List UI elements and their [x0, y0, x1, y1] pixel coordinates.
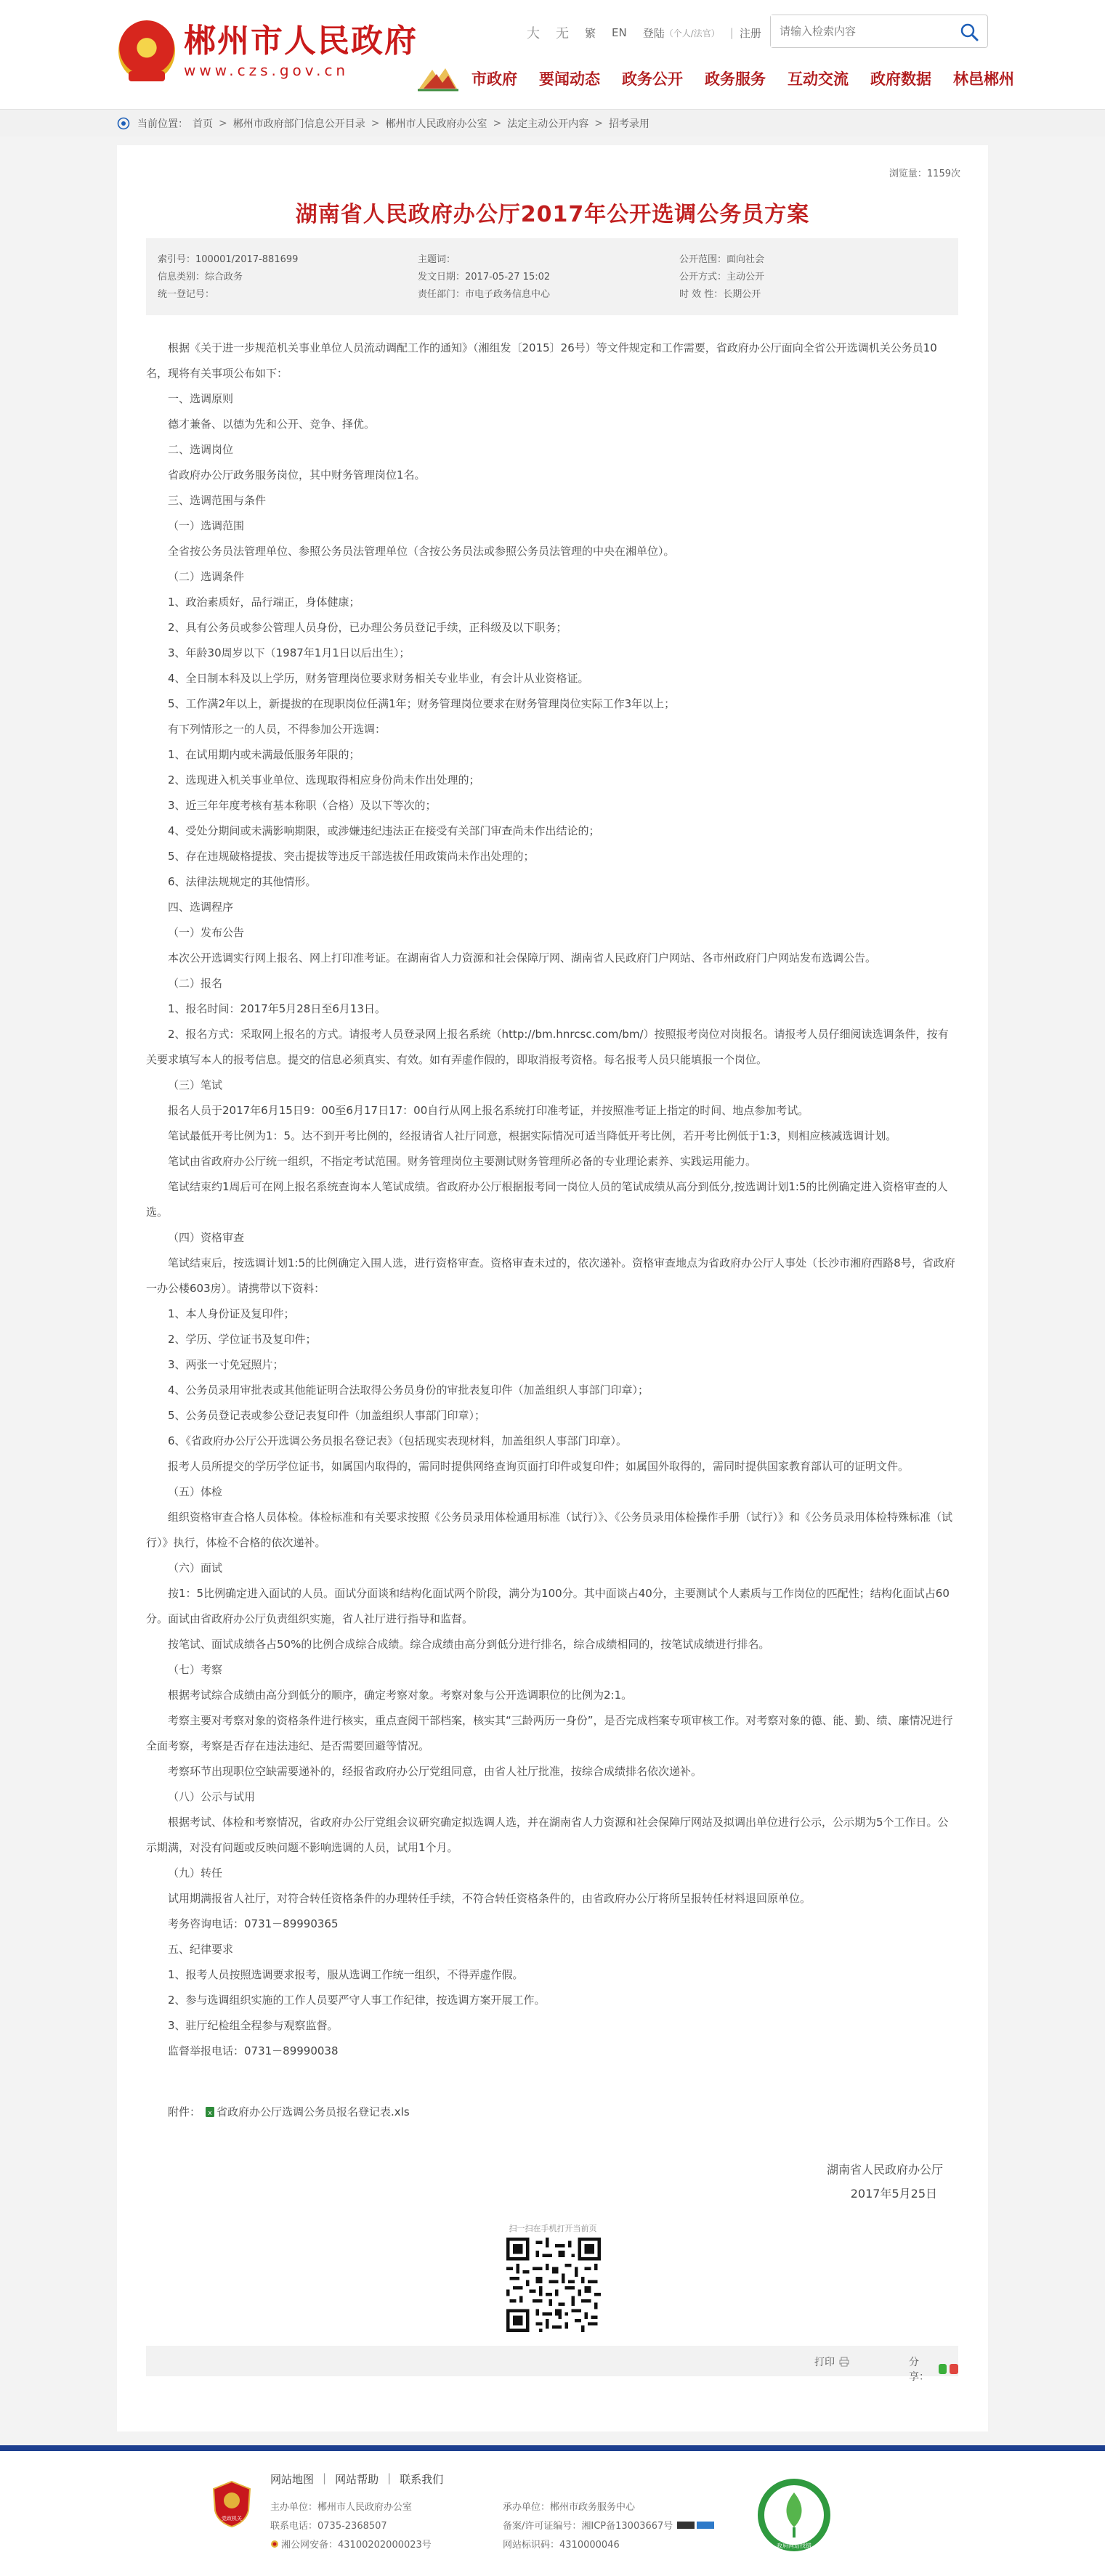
article-paragraph: 笔试最低开考比例为1：5。达不到开考比例的，经报请省人社厅同意，根据实际情况可适当降低开考比例，若开考比例低于1:3，则相应核减选调计划。: [168, 1129, 897, 1142]
breadcrumb-item[interactable]: 首页: [193, 118, 213, 130]
article-paragraph: 监督举报电话：0731－89990038: [168, 2044, 339, 2057]
login-link[interactable]: 登陆: [642, 26, 665, 40]
weibo-share-icon[interactable]: [950, 2364, 958, 2374]
meta-method: 公开方式：主动公开: [679, 272, 765, 283]
login-hint: （个人/法官）: [664, 28, 720, 38]
article-paragraph: （四）资格审查: [168, 1231, 245, 1244]
qr-caption: 扫一扫在手机打开当前页: [509, 2224, 597, 2233]
badge-text: 党政机关: [222, 2516, 242, 2522]
article-paragraph: 6、《省政府办公厅公开选调公务员报名登记表》（包括现实表现材料，加盖组织人事部门印章）。: [168, 1434, 628, 1447]
footer-site-code: 网站标识码：4310000046: [503, 2540, 620, 2551]
footer-link-help[interactable]: 网站帮助: [335, 2473, 379, 2486]
article-paragraph: 笔试结束约1周后可在网上报名系统查询本人笔试成绩。省政府办公厅根据报考同一岗位人员的笔试成绩从高分到低分,按选调计划1:5的比例确定进入资格审查的人选。: [146, 1180, 948, 1219]
article-paragraph: 四、选调程序: [168, 901, 234, 914]
location-icon: [117, 117, 130, 130]
nav-item-news[interactable]: 要闻动态: [539, 70, 600, 88]
footer-undertaker: 承办单位：郴州市政务服务中心: [503, 2502, 636, 2513]
green-badge-text: 政府网站找错: [777, 2543, 811, 2549]
article-paragraph: 考察环节出现职位空缺需要递补的，经报省政府办公厅党组同意，由省人社厅批准，按综合成绩排名依次递补。: [168, 1765, 703, 1778]
article-paragraph: 5、公务员登记表或参公登记表复印件（加盖组织人事部门印章）；: [168, 1409, 486, 1422]
article-paragraph: 一、选调原则: [168, 392, 234, 405]
party-gov-badge-icon[interactable]: [211, 2480, 253, 2528]
breadcrumb-separator: >: [219, 118, 227, 129]
meta-topic: 主题词：: [418, 254, 456, 265]
article-paragraph: （三）笔试: [168, 1078, 223, 1092]
article-paragraph: （六）面试: [168, 1561, 223, 1575]
excel-file-icon: [205, 2106, 215, 2118]
nav-decoration-icon: [416, 64, 460, 93]
divider: |: [323, 2471, 327, 2484]
breadcrumb-item[interactable]: 郴州市政府部门信息公开目录: [232, 118, 365, 130]
article-paragraph: 5、工作满2年以上，新提拔的在现职岗位任满1年；财务管理岗位要求在财务管理岗位实际工作3年以上；: [168, 697, 676, 710]
footer-police-record: [270, 2537, 432, 2551]
breadcrumb-separator: >: [493, 118, 502, 129]
article-meta-box: [146, 238, 958, 315]
accessibility-icon: 无: [556, 26, 569, 41]
breadcrumb-separator: >: [371, 118, 380, 129]
article-panel: [117, 145, 988, 2431]
footer-links: [270, 2471, 443, 2487]
print-button[interactable]: [814, 2354, 849, 2369]
divider: |: [387, 2471, 392, 2484]
nav-item-city-government[interactable]: 市政府: [471, 70, 517, 88]
breadcrumb-item[interactable]: 招考录用: [608, 118, 649, 130]
site-url: www.czs.gov.cn: [184, 62, 349, 79]
top-toolbar: [527, 23, 777, 42]
article-paragraph: 2、学历、学位证书及复印件；: [168, 1333, 317, 1346]
share-label: 分享：: [909, 2357, 929, 2383]
article-paragraph: （七）考察: [168, 1663, 223, 1676]
article-paragraph: 根据考试综合成绩由高分到低分的顺序，确定考察对象。考察对象与公开选调职位的比例为2:1。: [168, 1689, 633, 1702]
article-paragraph: 1、报名时间：2017年5月28日至6月13日。: [168, 1002, 386, 1015]
article-paragraph: （一）发布公告: [168, 926, 245, 939]
article-paragraph: 试用期满报省人社厅，对符合转任资格条件的办理转任手续，不符合转任资格条件的，由省政府办公厅将所呈报转任材料退回原单位。: [168, 1892, 811, 1905]
article-paragraph: 2、具有公务员或参公管理人员身份，已办理公务员登记手续，正科级及以下职务；: [168, 621, 567, 634]
breadcrumb-label: 当前位置：: [137, 118, 188, 130]
large-print-icon: 大: [527, 26, 540, 41]
meta-validity: 时 效 性：长期公开: [679, 289, 761, 300]
article-paragraph: 报考人员所提交的学历学位证书，如属国内取得的，需同时提供网络查询页面打印件或复印件；如属国外取得的，需同时提供国家教育部认可的证明文件。: [168, 1460, 910, 1473]
article-body: [146, 336, 958, 2064]
attachment-label: 附件：: [168, 2105, 201, 2118]
accessibility-button[interactable]: [556, 23, 569, 42]
article-paragraph: （五）体检: [168, 1485, 223, 1498]
article-paragraph: 1、报考人员按照选调要求报考，服从选调工作统一组织，不得弄虚作假。: [168, 1968, 524, 1981]
site-title: 郴州市人民政府: [184, 23, 418, 60]
article-paragraph: 考务咨询电话：0731－89990365: [168, 1917, 339, 1930]
share-group: [909, 2354, 958, 2384]
print-label: 打印: [814, 2357, 835, 2368]
footer-link-sitemap[interactable]: 网站地图: [270, 2473, 315, 2486]
english-link[interactable]: EN: [612, 26, 627, 39]
view-count: 浏览量：1159次: [889, 168, 960, 179]
footer-police-text[interactable]: 湘公网安备：43100202000023号: [281, 2540, 432, 2551]
article-paragraph: 组织资格审查合格人员体检。体检标准和有关要求按照《公务员录用体检通用标准（试行）》、《公务员录用体检操作手册（试行）》和《公务员录用体检特殊标准（试行）》执行，体检不合格的依次递补。: [146, 1511, 953, 1549]
footer-link-contact[interactable]: 联系我们: [400, 2473, 444, 2486]
footer-icp: [503, 2518, 715, 2532]
article-paragraph: 报名人员于2017年6月15日9：00至6月17日17：00自行从网上报名系统打印准考证，并按照准考证上指定的时间、地点参加考试。: [168, 1104, 809, 1117]
meta-unified-no: 统一登记号：: [158, 289, 215, 300]
meta-scope: 公开范围：面向社会: [679, 254, 765, 265]
article-paragraph: 德才兼备、以德为先和公开、竞争、择优。: [168, 418, 376, 431]
breadcrumb-item[interactable]: 郴州市人民政府办公室: [385, 118, 487, 130]
article-paragraph: 4、受处分期间或未满影响期限，或涉嫌违纪违法正在接受有关部门审查尚未作出结论的；: [168, 824, 600, 837]
article-paragraph: 6、法律法规规定的其他情形。: [168, 875, 317, 888]
wechat-share-icon[interactable]: [939, 2364, 947, 2374]
sign-date: 2017年5月25日: [850, 2187, 937, 2201]
article-paragraph: 按1：5比例确定进入面试的人员。面试分面谈和结构化面试两个阶段，满分为100分。其中面谈占40分，主要测试个人素质与工作岗位的匹配性；结构化面试占60分。面试由省政府办公厅负责组织实施，省人社厅进行指导和监督。: [146, 1587, 950, 1625]
article-paragraph: 4、全日制本科及以上学历，财务管理岗位要求财务相关专业毕业，有会计从业资格证。: [168, 672, 589, 685]
print-share-bar: [146, 2346, 958, 2383]
register-link[interactable]: 注册: [739, 26, 761, 40]
article-paragraph: 1、政治素质好，品行端正，身体健康；: [168, 596, 360, 609]
article-paragraph: （二）报名: [168, 977, 223, 990]
article-paragraph: 2、报名方式：采取网上报名的方式。请报考人员登录网上报名系统（http://bm.hnrcsc.com/bm/）按照报考岗位对岗报名。请报考人员仔细阅读选调条件，按有关要求填写本人的报考信息。提交的信息必须真实、有效。如有弄虚作假的，即取消报考资格。每名报考人员只能填报一个岗位。: [146, 1028, 949, 1066]
article-paragraph: 二、选调岗位: [168, 443, 234, 456]
article-paragraph: （一）选调范围: [168, 519, 245, 532]
article-paragraph: 4、公务员录用审批表或其他能证明合法取得公务员身份的审批表复印件（加盖组织人事部门印章）；: [168, 1384, 649, 1397]
site-logo[interactable]: [118, 20, 418, 81]
nav-item-linyi-chenzhou[interactable]: 林邑郴州: [953, 70, 1014, 88]
breadcrumb-bar: [0, 109, 1105, 137]
meta-pub-date: 发文日期：2017-05-27 15:02: [418, 272, 551, 283]
article-paragraph: （二）选调条件: [168, 570, 245, 583]
meta-responsible-dept: 责任部门：市电子政务信息中心: [418, 289, 551, 300]
article-paragraph: 3、两张一寸免冠照片；: [168, 1358, 284, 1371]
breadcrumb-separator: >: [594, 118, 603, 129]
large-print-button[interactable]: [527, 23, 540, 42]
article-title: 湖南省人民政府办公厅2017年公开选调公务员方案: [295, 202, 810, 227]
footer-host: 主办单位：郴州市人民政府办公室: [270, 2502, 413, 2513]
gov-website-error-report-icon[interactable]: [756, 2477, 833, 2553]
meta-category: 信息类别：综合政务: [158, 272, 243, 283]
qr-code-icon: [506, 2237, 601, 2333]
article-paragraph: 3、驻厅纪检组全程参与观察监督。: [168, 2019, 339, 2032]
article-paragraph: 本次公开选调实行网上报名、网上打印准考证。在湖南省人力资源和社会保障厅网、湖南省人民政府门户网站、各市州政府门户网站发布选调公告。: [168, 951, 877, 964]
search-box: [770, 15, 988, 48]
police-badge-icon: [270, 2540, 279, 2548]
article-paragraph: 有下列情形之一的人员，不得参加公开选调：: [168, 723, 386, 736]
search-input[interactable]: [771, 15, 945, 47]
site-footer: [0, 2445, 1105, 2576]
attachment: [168, 2104, 410, 2119]
article-paragraph: 1、在试用期内或未满最低服务年限的；: [168, 748, 360, 761]
site-header: [0, 0, 1105, 109]
article-paragraph: 根据《关于进一步规范机关事业单位人员流动调配工作的通知》（湘组发〔2015〕26号）等文件规定和工作需要，省政府办公厅面向全省公开选调机关公务员10名，现将有关事项公布如下：: [146, 341, 937, 380]
main-nav: [416, 64, 1036, 93]
article-paragraph: 3、年龄30周岁以下（1987年1月1日以后出生）；: [168, 646, 410, 659]
printer-icon: [839, 2357, 849, 2367]
meta-index-no: 索引号：100001/2017-881699: [158, 254, 299, 265]
article-paragraph: （八）公示与试用: [168, 1790, 256, 1803]
article-paragraph: 2、参与选调组织实施的工作人员要严守人事工作纪律，按选调方案开展工作。: [168, 1994, 546, 2007]
footer-phone: 联系电话：0735-2368507: [270, 2521, 387, 2532]
attachment-link[interactable]: 省政府办公厅选调公务员报名登记表.xls: [216, 2105, 410, 2118]
article-paragraph: 三、选调范围与条件: [168, 494, 267, 507]
article-paragraph: 笔试由省政府办公厅统一组织，不指定考试范围。财务管理岗位主要测试财务管理所必备的专业理论素养、实践运用能力。: [168, 1155, 757, 1168]
article-paragraph: 按笔试、面试成绩各占50%的比例合成综合成绩。综合成绩由高分到低分进行排名，综合成绩相同的，按笔试成绩进行排名。: [168, 1638, 770, 1651]
article-paragraph: 2、选现进入机关事业单位、选现取得相应身份尚未作出处理的；: [168, 773, 480, 787]
svg-text:x: x: [208, 2109, 212, 2117]
nav-item-gov-services[interactable]: 政务服务: [705, 70, 766, 88]
divider: |: [729, 26, 734, 39]
article-paragraph: 全省按公务员法管理单位、参照公务员法管理单位（含按公务员法或参照公务员法管理的中央在湘单位）。: [168, 545, 675, 558]
nav-item-interaction[interactable]: 互动交流: [788, 70, 849, 88]
search-icon[interactable]: [960, 23, 979, 41]
article-paragraph: 省政府办公厅政务服务岗位，其中财务管理岗位1名。: [168, 468, 426, 482]
breadcrumb-item[interactable]: 法定主动公开内容: [507, 118, 589, 130]
national-emblem-icon: [118, 20, 175, 81]
article-paragraph: 笔试结束后，按选调计划1:5的比例确定入围人选，进行资格审查。资格审查未过的，依次递补。资格审查地点为省政府办公厅人事处（长沙市湘府西路8号，省政府一办公楼603房）。请携带以下资料：: [146, 1256, 955, 1295]
site-badges-icon: [677, 2521, 715, 2530]
signer: 湖南省人民政府办公厅: [826, 2163, 943, 2177]
nav-item-gov-data[interactable]: 政府数据: [870, 70, 931, 88]
article-paragraph: 根据考试、体检和考察情况，省政府办公厅党组会议研究确定拟选调人选，并在湖南省人力资源和社会保障厅网站及拟调出单位进行公示，公示期为5个工作日。公示期满，对没有问题或反映问题不影响选调的人员，试用1个月。: [146, 1816, 949, 1854]
article-paragraph: 1、本人身份证及复印件；: [168, 1307, 295, 1320]
article-paragraph: （九）转任: [168, 1866, 223, 1880]
footer-icp-text[interactable]: 备案/许可证编号：湘ICP备13003667号: [503, 2521, 673, 2532]
article-paragraph: 五、纪律要求: [168, 1943, 234, 1956]
article-paragraph: 考察主要对考察对象的资格条件进行核实，重点查阅干部档案，核实其“三龄两历一身份”，是否完成档案专项审核工作。对考察对象的德、能、勤、绩、廉情况进行全面考察，考察是否存在违法违纪、是否需要回避等情况。: [146, 1714, 953, 1752]
article-paragraph: 5、存在违规破格提拔、突击提拔等违反干部选拔任用政策尚未作出处理的；: [168, 850, 535, 863]
article-paragraph: 3、近三年年度考核有基本称职（合格）及以下等次的；: [168, 799, 437, 812]
traditional-chinese-link[interactable]: 繁: [585, 26, 596, 40]
breadcrumb: [117, 116, 654, 131]
nav-item-gov-affairs-public[interactable]: 政务公开: [622, 70, 683, 88]
